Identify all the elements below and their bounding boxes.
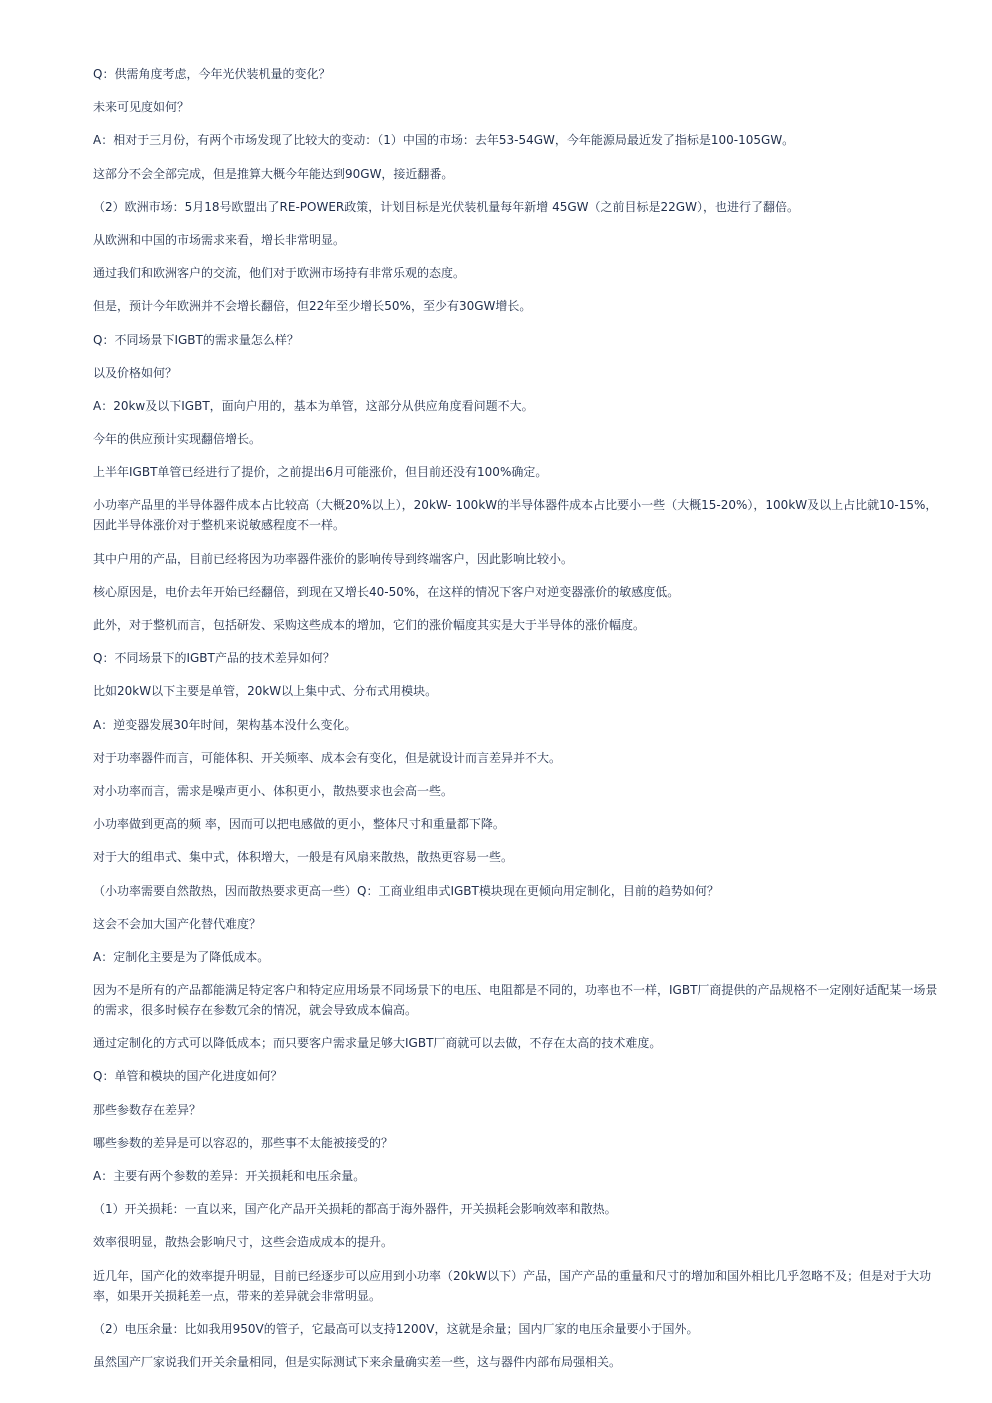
paragraph: Q：单管和模块的国产化进度如何？ xyxy=(93,1069,283,1084)
paragraph: 对于功率器件而言，可能体积、开关频率、成本会有变化，但是就设计而言差异并不大。 xyxy=(93,750,562,765)
paragraph: 虽然国产厂家说我们开关余量相同，但是实际测试下来余量确实差一些，这与器件内部布局强相关。 xyxy=(93,1354,622,1369)
paragraph: 以及价格如何？ xyxy=(93,365,178,380)
paragraph: 但是，预计今年欧洲并不会增长翻倍，但22年至少增长50%，至少有30GW增长。 xyxy=(93,299,532,314)
paragraph: 对小功率而言，需求是噪声更小、体积更小，散热要求也会高一些。 xyxy=(93,783,454,798)
paragraph: A：主要有两个参数的差异：开关损耗和电压余量。 xyxy=(93,1169,366,1183)
paragraph: 小功率产品里的半导体器件成本占比较高（大概20%以上），20kW- 100kW的半导体器件成本占比要小一些（大概15-20%），100kW及以上占比就10-15%，因此半导体涨价对于整机来说敏感程度不一样。 xyxy=(93,498,938,533)
paragraph: Q：不同场景下IGBT的需求量怎么样？ xyxy=(93,332,299,347)
paragraph: 哪些参数的差异是可以容忍的，那些事不太能被接受的？ xyxy=(93,1135,394,1150)
paragraph: Q：不同场景下的IGBT产品的技术差异如何？ xyxy=(93,651,335,666)
paragraph: 这部分不会全部完成，但是推算大概今年能达到90GW，接近翻番。 xyxy=(93,166,454,181)
paragraph: （2）欧洲市场：5月18号欧盟出了RE-POWER政策，计划目标是光伏装机量每年新增 45GW（之前目标是22GW），也进行了翻倍。 xyxy=(93,199,799,214)
paragraph: 比如20kW以下主要是单管，20kW以上集中式、分布式用模块。 xyxy=(93,684,438,699)
paragraph: A：定制化主要是为了降低成本。 xyxy=(93,949,270,964)
paragraph: （小功率需要自然散热，因而散热要求更高一些）Q：工商业组串式IGBT模块现在更倾向用定制化，目前的趋势如何？ xyxy=(93,883,719,898)
paragraph: 小功率做到更高的频 率，因而可以把电感做的更小，整体尺寸和重量都下降。 xyxy=(93,817,505,832)
paragraph: 效率很明显，散热会影响尺寸，这些会造成成本的提升。 xyxy=(93,1235,394,1250)
paragraph: A：相对于三月份，有两个市场发现了比较大的变动：（1）中国的市场：去年53-54GW，今年能源局最近发了指标是100-105GW。 xyxy=(93,133,795,148)
paragraph: 其中户用的产品，目前已经将因为功率器件涨价的影响传导到终端客户，因此影响比较小。 xyxy=(93,551,574,566)
paragraph: Q：供需角度考虑，今年光伏装机量的变化？ xyxy=(93,67,331,81)
paragraph: A：逆变器发展30年时间，架构基本没什么变化。 xyxy=(93,717,357,732)
paragraph: （2）电压余量：比如我用950V的管子，它最高可以支持1200V，这就是余量；国内厂家的电压余量要小于国外。 xyxy=(93,1321,699,1336)
document-page xyxy=(93,64,943,1385)
paragraph: 通过我们和欧洲客户的交流，他们对于欧洲市场持有非常乐观的态度。 xyxy=(93,266,466,281)
paragraph: 此外，对于整机而言，包括研发、采购这些成本的增加，它们的涨价幅度其实是大于半导体的涨价幅度。 xyxy=(93,618,646,632)
paragraph: 因为不是所有的产品都能满足特定客户和特定应用场景不同场景下的电压、电阻都是不同的，功率也不一样，IGBT厂商提供的产品规格不一定刚好适配某一场景的需求，很多时候存在参数冗余的情况，就会导致成本偏高。 xyxy=(93,983,938,1018)
paragraph: A：20kw及以下IGBT，面向户用的，基本为单管，这部分从供应角度看问题不大。 xyxy=(93,398,534,413)
paragraph: 通过定制化的方式可以降低成本；而只要客户需求量足够大IGBT厂商就可以去做，不存在太高的技术难度。 xyxy=(93,1036,662,1051)
paragraph: 对于大的组串式、集中式，体积增大，一般是有风扇来散热，散热更容易一些。 xyxy=(93,850,514,865)
paragraph: （1）开关损耗：一直以来，国产化产品开关损耗的都高于海外器件，开关损耗会影响效率和散热。 xyxy=(93,1202,617,1217)
paragraph: 那些参数存在差异？ xyxy=(93,1102,202,1117)
paragraph: 上半年IGBT单管已经进行了提价，之前提出6月可能涨价，但目前还没有100%确定。 xyxy=(93,465,548,480)
paragraph: 从欧洲和中国的市场需求来看，增长非常明显。 xyxy=(93,232,346,247)
paragraph: 核心原因是，电价去年开始已经翻倍，到现在又增长40-50%，在这样的情况下客户对逆变器涨价的敏感度低。 xyxy=(93,584,680,599)
paragraph: 未来可见度如何？ xyxy=(93,100,190,115)
paragraph: 今年的供应预计实现翻倍增长。 xyxy=(93,432,262,447)
paragraph: 这会不会加大国产化替代难度？ xyxy=(93,916,262,931)
paragraph: 近几年，国产化的效率提升明显，目前已经逐步可以应用到小功率（20kW以下）产品，国产产品的重量和尺寸的增加和国外相比几乎忽略不及；但是对于大功率，如果开关损耗差一点，带来的差异就会非常明显。 xyxy=(93,1268,932,1303)
